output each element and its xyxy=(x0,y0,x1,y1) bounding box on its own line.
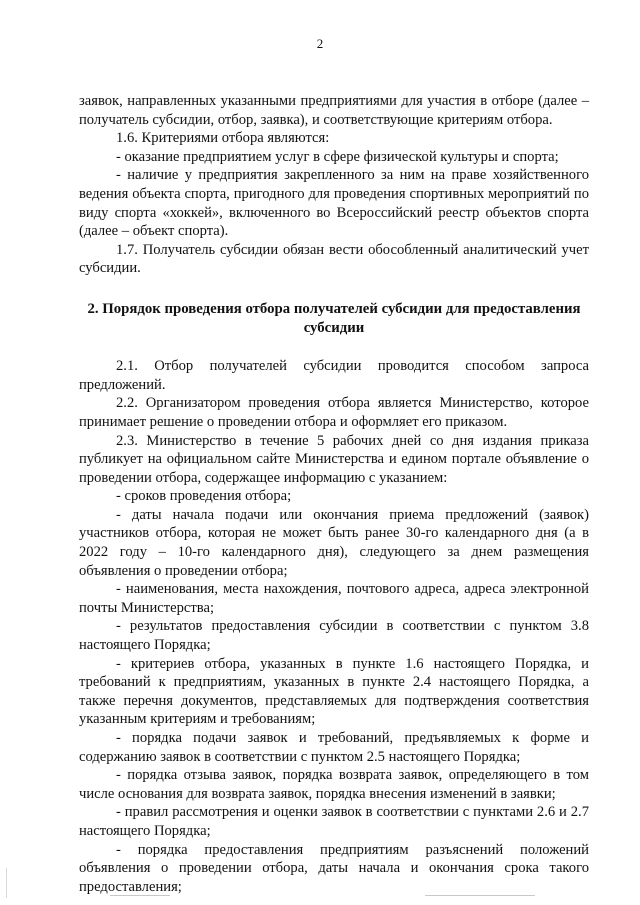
list-item: - наличие у предприятия закрепленного за ним на праве хозяйственного ведения объекта спорта, пригодного для проведения спортивных мероприятий по виду спорта «хоккей», включенного во Всероссийский реестр объектов спорта (далее – объект спорта). xyxy=(79,167,589,240)
paragraph: заявок, направленных указанными предприятиями для участия в отборе (далее – получатель субсидии, отбор, заявка), и соответствующие критериям отбора. xyxy=(79,93,589,128)
section-heading: 2. Порядок проведения отбора получателей субсидии для предоставления субсидии xyxy=(87,300,581,336)
footer-divider xyxy=(425,895,535,896)
paragraph: 1.7. Получатель субсидии обязан вести обособленный аналитический учет субсидии. xyxy=(79,241,589,277)
list-item: - порядка подачи заявок и требований, предъявляемых к форме и содержанию заявок в соответствии с пунктом 2.5 настоящего Порядка; xyxy=(79,730,589,765)
page-number: 2 xyxy=(316,36,324,51)
list-item: - порядка отзыва заявок, порядка возврата заявок, определяющего в том числе основания для возврата заявок, порядка внесения изменений в заявки; xyxy=(79,767,589,802)
footer-divider xyxy=(110,895,170,896)
list-item: - результатов предоставления субсидии в соответствии с пунктом 3.8 настоящего Порядка; xyxy=(79,618,589,654)
scan-edge-mark xyxy=(6,868,7,898)
list-item: - критериев отбора, указанных в пункте 1.6 настоящего Порядка, и требований к предприятиям, указанных в пункте 2.4 настоящего Порядка, а также перечня документов, представляемых для подтверждения соответствия указанным критериям и требованиям; xyxy=(79,655,589,728)
list-item: - порядка предоставления предприятиям разъяснений положений объявления о проведении отбора, даты начала и окончания срока такого предоставления; xyxy=(79,841,589,895)
paragraph: 2.2. Организатором проведения отбора является Министерство, которое принимает решение о проведении отбора и оформляет его приказом. xyxy=(79,395,589,430)
paragraph: 2.1. Отбор получателей субсидии проводится способом запроса предложений. xyxy=(79,358,589,393)
paragraph: 2.3. Министерство в течение 5 рабочих дней со дня издания приказа публикует на официальном сайте Министерства и едином портале объявление о проведении отбора, содержащее информацию с указанием: xyxy=(79,432,589,486)
list-item: - даты начала подачи или окончания приема предложений (заявок) участников отбора, которая не может быть ранее 30-го календарного дня (а в 2022 году – 10-го календарного дня), следующего за днем размещения объявления о проведении отбора; xyxy=(79,506,589,579)
list-item: - наименования, места нахождения, почтового адреса, адреса электронной почты Министерства; xyxy=(79,581,589,616)
document-body xyxy=(79,92,589,896)
paragraph: 1.6. Критериями отбора являются: xyxy=(116,130,330,147)
list-item: - правил рассмотрения и оценки заявок в соответствии с пунктами 2.6 и 2.7 настоящего Порядка; xyxy=(79,804,589,839)
list-item: - оказание предприятием услуг в сфере физической культуры и спорта; xyxy=(116,148,559,165)
list-item: - сроков проведения отбора; xyxy=(116,488,292,505)
